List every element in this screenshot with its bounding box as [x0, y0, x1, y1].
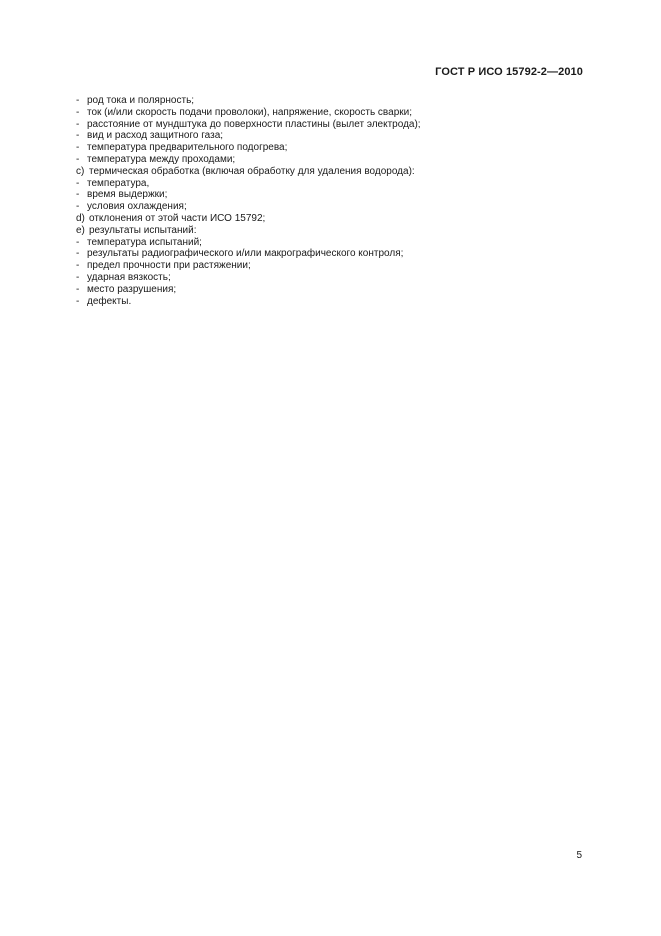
list-item	[76, 130, 596, 142]
list-marker: -	[76, 295, 80, 307]
list-marker: -	[76, 283, 80, 295]
list-item	[76, 284, 596, 296]
list-marker: d)	[76, 212, 85, 224]
list-marker: c)	[76, 165, 85, 177]
list-marker: -	[76, 106, 80, 118]
document-body	[76, 95, 596, 307]
list-marker: -	[76, 118, 80, 130]
list-item-text: ток (и/или скорость подачи проволоки), напряжение, скорость сварки;	[87, 106, 412, 118]
page-header-standard-id: ГОСТ Р ИСО 15792-2—2010	[435, 66, 583, 78]
list-item-text: температура,	[87, 177, 150, 189]
section-heading-d	[76, 213, 596, 225]
list-item-text: предел прочности при растяжении;	[87, 260, 251, 272]
list-item-text: род тока и полярность;	[87, 95, 195, 106]
list-marker: -	[76, 95, 80, 106]
list-item	[76, 248, 596, 260]
list-item-text: температура предварительного подогрева;	[87, 142, 288, 154]
list-item	[76, 107, 596, 119]
page-number: 5	[576, 850, 582, 861]
list-item-text: результаты радиографического и/или макрографического контроля;	[87, 248, 404, 260]
list-item	[76, 142, 596, 154]
list-item	[76, 154, 596, 166]
list-item-text: температура между проходами;	[87, 153, 236, 165]
list-marker: -	[76, 271, 80, 283]
list-item	[76, 296, 596, 308]
list-item	[76, 272, 596, 284]
list-item	[76, 260, 596, 272]
list-marker: -	[76, 142, 80, 154]
list-marker: -	[76, 201, 80, 213]
list-item-text: дефекты.	[87, 295, 132, 307]
list-marker: e)	[76, 224, 85, 236]
list-item	[76, 189, 596, 201]
list-item-text: ударная вязкость;	[87, 271, 171, 283]
list-item	[76, 237, 596, 249]
list-marker: -	[76, 153, 80, 165]
list-item-text: расстояние от мундштука до поверхности пластины (вылет электрода);	[87, 118, 421, 130]
list-item	[76, 201, 596, 213]
list-marker: -	[76, 177, 80, 189]
list-marker: -	[76, 260, 80, 272]
list-marker: -	[76, 130, 80, 142]
list-item-text: вид и расход защитного газа;	[87, 130, 224, 142]
list-item-text: температура испытаний;	[87, 236, 202, 248]
section-heading-c	[76, 166, 596, 178]
list-item	[76, 95, 596, 107]
list-marker: -	[76, 189, 80, 201]
list-item-text: условия охлаждения;	[87, 201, 187, 213]
list-marker: -	[76, 248, 80, 260]
list-item	[76, 119, 596, 131]
section-heading-text: термическая обработка (включая обработку для удаления водорода):	[89, 165, 415, 177]
section-heading-text: результаты испытаний:	[89, 224, 197, 236]
section-heading-text: отклонения от этой части ИСО 15792;	[89, 212, 266, 224]
list-item	[76, 178, 596, 190]
section-heading-e	[76, 225, 596, 237]
list-item-text: время выдержки;	[87, 189, 168, 201]
list-item-text: место разрушения;	[87, 283, 177, 295]
list-marker: -	[76, 236, 80, 248]
